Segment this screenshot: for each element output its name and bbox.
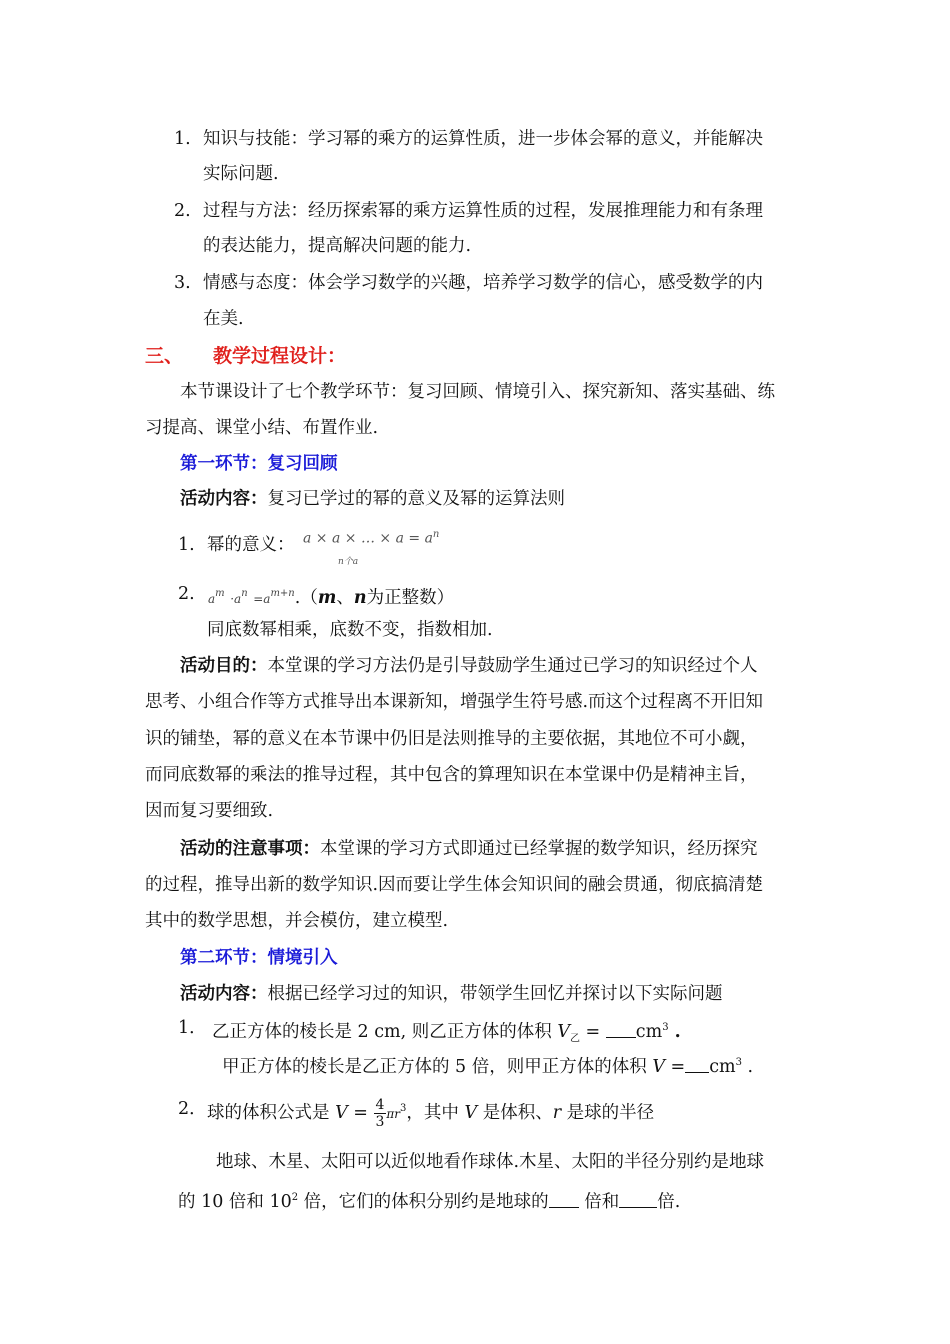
stage1-purpose-line2: 思考、小组合作等方式推导出本课新知，增强学生符号感.而这个过程离不开旧知: [145, 692, 764, 712]
question1b-text: 甲正方体的棱长是乙正方体的 5 倍，则甲正方体的体积: [222, 1056, 653, 1077]
stage1-purpose-line4: 而同底数幂的乘法的推导过程，其中包含的算理知识在本堂课中仍是精神主旨，: [145, 765, 758, 785]
power-definition-exponent: n: [432, 529, 440, 540]
stage1-item1-number: 1.: [178, 535, 195, 555]
intro-line2: 习提高、课堂小结、布置作业.: [145, 418, 379, 438]
stage1-title: 第一环节：复习回顾: [180, 454, 338, 474]
question3-text-c: 倍和: [578, 1191, 620, 1212]
question3-text-d: 倍.: [657, 1191, 681, 1212]
stage2-content-text: 根据已经学习过的知识，带领学生回忆并探讨以下实际问题: [267, 984, 723, 1004]
question1b-cube: 3: [735, 1057, 742, 1068]
power-definition-expression: a × a × … × a = a: [303, 530, 433, 547]
question2-r-exp: 3: [400, 1103, 407, 1115]
product-rule-tail2: 为正整数）: [366, 587, 455, 608]
question3-text-b: 倍，它们的体积分别约是地球的: [298, 1191, 549, 1212]
question3-line1: 地球、木星、太阳可以近似地看作球体.木星、太阳的半径分别约是地球: [216, 1152, 765, 1172]
question3-blank1[interactable]: [549, 1191, 579, 1208]
question3-exp: 2: [291, 1192, 299, 1203]
stage1-notes-line3: 其中的数学思想，并会模仿，建立模型.: [145, 911, 449, 931]
question1-text: 乙正方体的棱长是 2 cm, 则乙正方体的体积: [212, 1021, 558, 1042]
question3-text-a: 的 10 倍和 10: [178, 1191, 292, 1212]
question1-unit: cm: [635, 1021, 663, 1042]
stage2-content-label: 活动内容：: [180, 984, 268, 1004]
question1b-eq: =: [664, 1056, 686, 1077]
question1b-v: V: [652, 1056, 665, 1077]
goal-2-line2: 的表达能力，提高解决问题的能力.: [203, 236, 472, 256]
section-number: 三、: [145, 345, 184, 367]
question2-text-d: 是球的半径: [561, 1103, 655, 1123]
question1-v-sub: 乙: [569, 1033, 580, 1045]
stage1-purpose-label: 活动目的：: [180, 656, 268, 676]
question2-text-b: ，其中: [406, 1103, 465, 1123]
stage1-content-label: 活动内容：: [180, 489, 268, 509]
product-rule-sep: 、: [336, 587, 354, 608]
intro-line1: 本节课设计了七个教学环节：复习回顾、情境引入、探究新知、落实基础、练: [180, 382, 775, 402]
goal-1-line1: 知识与技能：学习幂的乘方的运算性质，进一步体会幂的意义，并能解决: [203, 129, 763, 149]
question2-number: 2．: [178, 1099, 207, 1119]
stage1-notes-line1: [180, 837, 758, 861]
question2-pi-r: πr: [386, 1107, 401, 1121]
question1-v: V: [557, 1021, 570, 1042]
stage1-item2-number: 2.: [178, 584, 195, 604]
power-definition-underbrace-label: n个a: [338, 557, 359, 567]
stage1-purpose-line1: [180, 654, 758, 678]
product-rule-base-a: a: [208, 591, 216, 606]
product-rule-exp-n: n: [241, 588, 248, 599]
goal-2-number: 2.: [174, 201, 191, 221]
fraction-denominator: 3: [375, 1114, 385, 1130]
question2-v: V: [335, 1103, 348, 1123]
goal-1-line2: 实际问题.: [203, 164, 279, 184]
question2-line: [207, 1097, 654, 1130]
question1b-end: .: [741, 1056, 754, 1077]
question1b-unit: cm: [709, 1056, 736, 1077]
goal-2-line1: 过程与方法：经历探索幂的乘方运算性质的过程，发展推理能力和有条理: [203, 201, 763, 221]
section-title: 教学过程设计：: [213, 345, 347, 367]
product-rule-statement: 同底数幂相乘，底数不变，指数相加.: [207, 620, 493, 640]
product-rule-exp-sum: m+n: [270, 588, 295, 599]
question1-end: .: [668, 1021, 681, 1042]
stage1-content-row: [180, 487, 565, 511]
sphere-volume-fraction: [374, 1097, 387, 1130]
question1-line1: [212, 1016, 681, 1051]
goal-3-line2: 在美.: [203, 309, 244, 329]
product-rule-m: m: [317, 587, 337, 608]
stage1-content-text: 复习已学过的幂的意义及幂的运算法则: [267, 489, 565, 509]
question2-v2: V: [464, 1103, 478, 1123]
question1-blank[interactable]: [606, 1021, 636, 1038]
stage1-notes-text-0: 本堂课的学习方式即通过已经掌握的数学知识，经历探究: [320, 839, 758, 859]
stage2-title: 第二环节：情境引入: [180, 948, 338, 968]
stage1-notes-line2: 的过程，推导出新的数学知识.因而要让学生体会知识间的融会贯通，彻底搞清楚: [145, 875, 764, 895]
stage2-content-row: [180, 982, 723, 1006]
stage1-notes-label: 活动的注意事项：: [180, 839, 320, 859]
stage1-purpose-line3: 识的铺垫，幂的意义在本节课中仍旧是法则推导的主要依据，其地位不可小觑，: [145, 729, 758, 749]
goal-1-number: 1.: [174, 129, 191, 149]
question2-eq: =: [347, 1103, 374, 1123]
question1-eq: =: [579, 1021, 606, 1042]
question1b-blank[interactable]: [685, 1056, 709, 1073]
question2-text-c: 是体积、: [477, 1103, 553, 1123]
question1-cube: 3: [662, 1022, 669, 1033]
question1-number: 1．: [178, 1018, 207, 1038]
product-rule-n: n: [353, 587, 367, 608]
question2-r: r: [552, 1103, 562, 1123]
question3-line2: [178, 1186, 680, 1214]
product-rule-equals-a: =a: [253, 591, 271, 606]
question2-text-a: 球的体积公式是: [207, 1103, 336, 1123]
goal-3-line1: 情感与态度：体会学习数学的兴趣，培养学习数学的信心，感受数学的内: [203, 273, 763, 293]
stage1-purpose-text-0: 本堂课的学习方法仍是引导鼓励学生通过已学习的知识经过个人: [267, 656, 758, 676]
stage1-purpose-line5: 因而复习要细致.: [145, 801, 274, 821]
product-rule-formula: [208, 582, 454, 611]
stage1-item1-label: 幂的意义：: [207, 535, 295, 555]
question1-line2: [222, 1051, 753, 1079]
question3-blank2[interactable]: [619, 1191, 657, 1208]
fraction-numerator: 4: [375, 1097, 385, 1113]
product-rule-tail: .（: [294, 587, 318, 608]
power-definition-formula: [303, 523, 439, 551]
product-rule-dot-a: ·a: [230, 591, 242, 606]
goal-3-number: 3.: [174, 273, 191, 293]
product-rule-exp-m: m: [215, 588, 225, 599]
